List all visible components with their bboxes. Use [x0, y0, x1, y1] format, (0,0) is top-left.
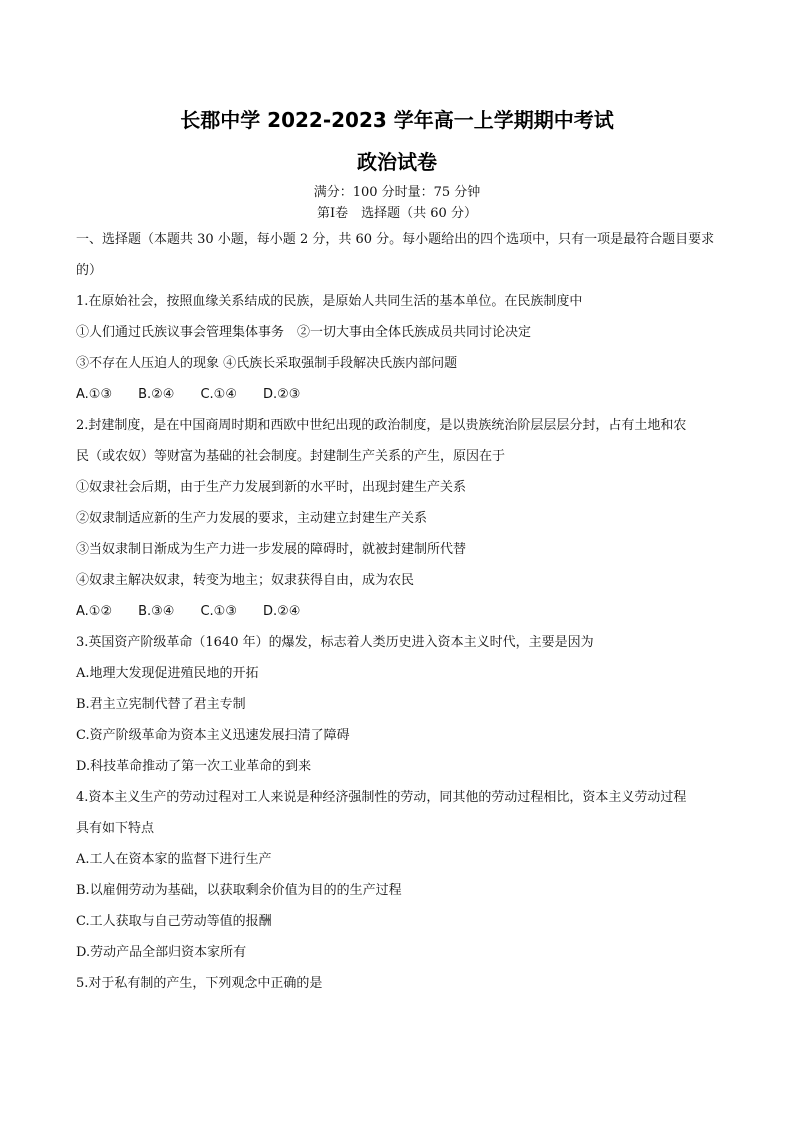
question-statement: ③当奴隶制日渐成为生产力进一步发展的障碍时，就被封建制所代替: [76, 542, 467, 557]
question-statement: ③不存在人压迫人的现象 ④氏族长采取强制手段解决氏族内部问题: [76, 356, 458, 371]
answer-choice: D.劳动产品全部归资本家所有: [76, 945, 247, 960]
score-time-info: 满分：100 分时量：75 分钟: [313, 185, 481, 200]
section-heading: 第Ⅰ卷 选择题（共 60 分）: [317, 206, 477, 221]
question-stem: 4.资本主义生产的劳动过程对工人来说是种经济强制性的劳动，同其他的劳动过程相比，资本主义劳动过程: [76, 790, 687, 805]
question-stem: 3.英国资产阶级革命（1640 年）的爆发，标志着人类历史进入资本主义时代，主要是因为: [76, 635, 594, 650]
instructions-line: 的）: [76, 263, 103, 278]
question-stem: 民（或农奴）等财富为基础的社会制度。封建制生产关系的产生，原因在于: [76, 449, 506, 464]
question-stem: 2.封建制度，是在中国商周时期和西欧中世纪出现的政治制度，是以贵族统治阶层层层分封，占有土地和农: [76, 418, 687, 433]
answer-choice: C.工人获取与自己劳动等值的报酬: [76, 914, 272, 929]
answer-choice: A.地理大发现促进殖民地的开拓: [76, 666, 259, 681]
question-statement: ①人们通过氏族议事会管理集体事务 ②一切大事由全体氏族成员共同讨论决定: [76, 325, 532, 340]
question-stem: 5.对于私有制的产生，下列观念中正确的是: [76, 976, 323, 991]
answer-choice: A.工人在资本家的监督下进行生产: [76, 852, 272, 867]
question-statement: ②奴隶制适应新的生产力发展的要求，主动建立封建生产关系: [76, 511, 428, 526]
answer-choice: B.君主立宪制代替了君主专制: [76, 697, 246, 712]
answer-choice: C.资产阶级革命为资本主义迅速发展扫清了障碍: [76, 728, 350, 743]
answer-options: A.①③ B.②④ C.①④ D.②③: [76, 387, 301, 402]
question-statement: ①奴隶社会后期，由于生产力发展到新的水平时，出现封建生产关系: [76, 480, 467, 495]
question-statement: ④奴隶主解决奴隶，转变为地主；奴隶获得自由，成为农民: [76, 573, 415, 588]
question-stem: 1.在原始社会，按照血缘关系结成的民族，是原始人共同生活的基本单位。在民族制度中: [76, 294, 583, 309]
answer-options: A.①② B.③④ C.①③ D.②④: [76, 604, 301, 619]
instructions-line: 一、选择题（本题共 30 小题，每小题 2 分，共 60 分。每小题给出的四个选项中，只有一项是最符合题目要求: [76, 232, 715, 247]
answer-choice: D.科技革命推动了第一次工业革命的到来: [76, 759, 312, 774]
subject-title: 政治试卷: [357, 150, 437, 174]
exam-title: 长郡中学 2022-2023 学年高一上学期期中考试: [180, 108, 614, 132]
answer-choice: B.以雇佣劳动为基础，以获取剩余价值为目的的生产过程: [76, 883, 402, 898]
question-stem: 具有如下特点: [76, 821, 155, 836]
